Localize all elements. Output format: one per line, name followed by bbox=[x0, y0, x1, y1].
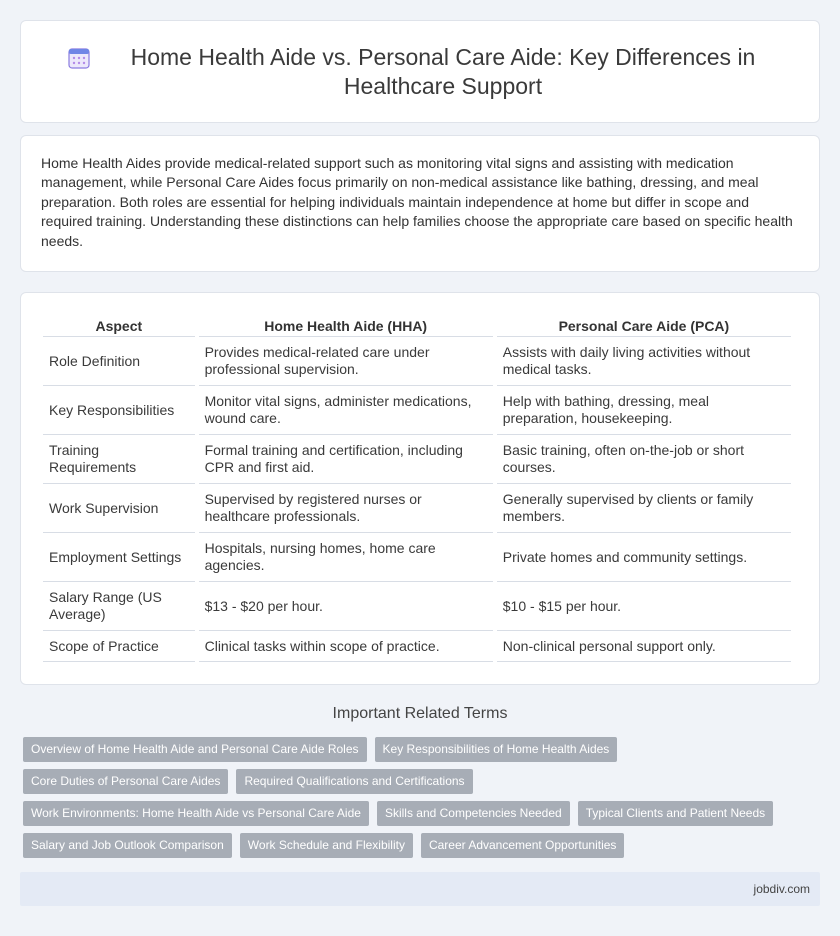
row-pca: Assists with daily living activities without medical tasks. bbox=[497, 337, 791, 386]
row-aspect: Training Requirements bbox=[43, 435, 195, 484]
header-pca: Personal Care Aide (PCA) bbox=[497, 313, 791, 337]
row-aspect: Role Definition bbox=[43, 337, 195, 386]
page-title: Home Health Aide vs. Personal Care Aide: Key Differences in Healthcare Support bbox=[130, 43, 756, 99]
row-pca: Basic training, often on-the-job or short courses. bbox=[497, 435, 791, 484]
table-row bbox=[43, 435, 791, 484]
comparison-table-card bbox=[20, 292, 820, 685]
table-row bbox=[43, 337, 791, 386]
calendar-icon bbox=[67, 46, 91, 70]
row-aspect: Employment Settings bbox=[43, 533, 195, 582]
table-row bbox=[43, 533, 791, 582]
row-pca: Non-clinical personal support only. bbox=[497, 631, 791, 662]
row-aspect: Work Supervision bbox=[43, 484, 195, 533]
header-aspect: Aspect bbox=[43, 313, 195, 337]
related-term-tag[interactable]: Typical Clients and Patient Needs bbox=[578, 801, 773, 826]
row-hha: Clinical tasks within scope of practice. bbox=[199, 631, 493, 662]
table-header-row bbox=[43, 313, 791, 337]
footer bbox=[20, 872, 820, 906]
header-hha: Home Health Aide (HHA) bbox=[199, 313, 493, 337]
row-hha: Hospitals, nursing homes, home care agencies. bbox=[199, 533, 493, 582]
table-row bbox=[43, 484, 791, 533]
related-term-tag[interactable]: Key Responsibilities of Home Health Aides bbox=[375, 737, 618, 762]
related-terms-title: Important Related Terms bbox=[332, 705, 508, 722]
row-aspect: Key Responsibilities bbox=[43, 386, 195, 435]
related-term-tag[interactable]: Salary and Job Outlook Comparison bbox=[23, 833, 232, 858]
related-term-tag[interactable]: Skills and Competencies Needed bbox=[377, 801, 570, 826]
row-pca: Help with bathing, dressing, meal preparation, housekeeping. bbox=[497, 386, 791, 435]
row-aspect: Salary Range (US Average) bbox=[43, 582, 195, 631]
table-row bbox=[43, 631, 791, 662]
row-hha: Formal training and certification, including CPR and first aid. bbox=[199, 435, 493, 484]
row-hha: Supervised by registered nurses or healthcare professionals. bbox=[199, 484, 493, 533]
row-pca: Generally supervised by clients or family members. bbox=[497, 484, 791, 533]
intro-paragraph: Home Health Aides provide medical-related support such as monitoring vital signs and assisting with medication management, while Personal Care Aides focus primarily on non-medical assistance like bathing, dressing, and meal preparation. Both roles are essential for helping individuals maintain independence at home but differ in scope and required training. Understanding these distinctions can help families choose the appropriate care based on specific health needs. bbox=[41, 155, 793, 249]
row-hha: Provides medical-related care under professional supervision. bbox=[199, 337, 493, 386]
intro-card bbox=[20, 135, 820, 272]
related-term-tag[interactable]: Core Duties of Personal Care Aides bbox=[23, 769, 228, 794]
row-aspect: Scope of Practice bbox=[43, 631, 195, 662]
table-row bbox=[43, 386, 791, 435]
comparison-table bbox=[39, 313, 795, 662]
row-hha: $13 - $20 per hour. bbox=[199, 582, 493, 631]
related-terms-list bbox=[23, 737, 823, 865]
footer-site-link[interactable]: jobdiv.com bbox=[753, 882, 810, 896]
row-pca: $10 - $15 per hour. bbox=[497, 582, 791, 631]
related-term-tag[interactable]: Overview of Home Health Aide and Personal Care Aide Roles bbox=[23, 737, 367, 762]
related-term-tag[interactable]: Career Advancement Opportunities bbox=[421, 833, 624, 858]
table-row bbox=[43, 582, 791, 631]
header-card bbox=[20, 20, 820, 123]
related-term-tag[interactable]: Required Qualifications and Certifications bbox=[236, 769, 472, 794]
related-term-tag[interactable]: Work Schedule and Flexibility bbox=[240, 833, 413, 858]
row-hha: Monitor vital signs, administer medications, wound care. bbox=[199, 386, 493, 435]
row-pca: Private homes and community settings. bbox=[497, 533, 791, 582]
related-term-tag[interactable]: Work Environments: Home Health Aide vs Personal Care Aide bbox=[23, 801, 369, 826]
